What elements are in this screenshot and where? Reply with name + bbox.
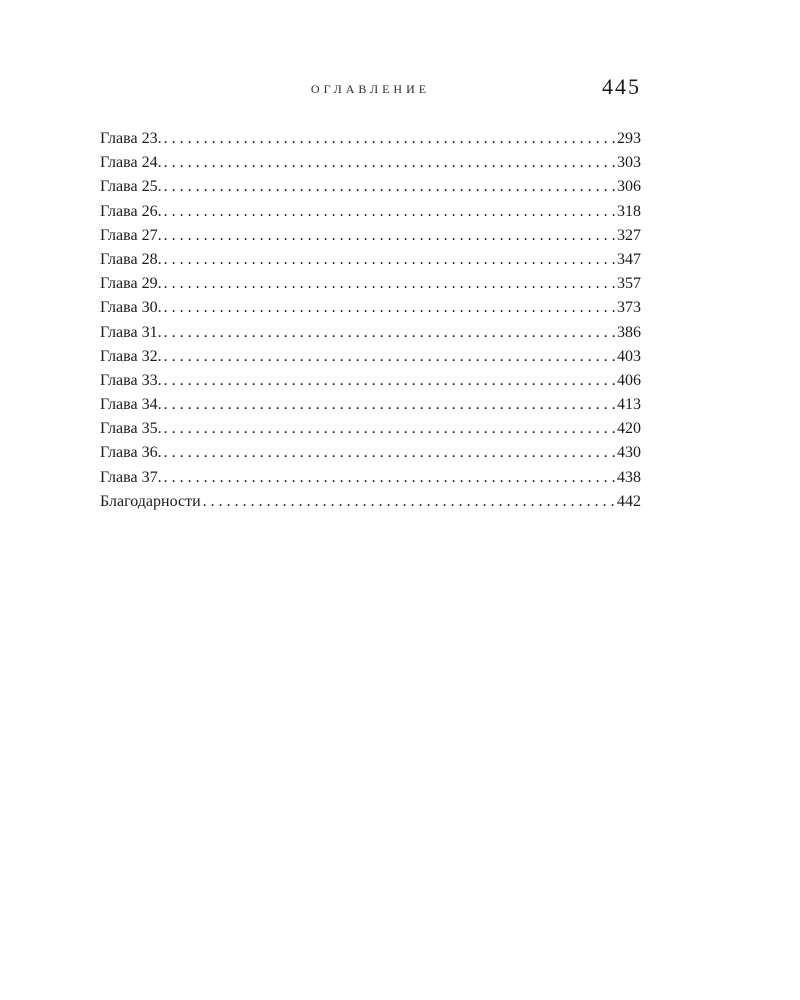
toc-entry-label: Глава 33. [100,371,162,389]
toc-entry [100,224,641,248]
table-of-contents [100,127,641,514]
toc-entry [100,417,641,441]
toc-entry-page: 293 [617,130,641,147]
toc-dot-leader [164,272,615,296]
toc-entry [100,369,641,393]
toc-entry-label: Глава 36. [100,444,162,462]
toc-entry-page: 357 [617,275,641,293]
toc-dot-leader [164,151,615,175]
toc-entry [100,127,641,151]
toc-entry [100,345,641,369]
toc-entry-page: 327 [617,226,641,244]
toc-dot-leader [164,441,615,465]
toc-entry-page: 406 [617,371,641,389]
toc-entry [100,321,641,345]
toc-dot-leader [164,200,615,224]
toc-entry-page: 373 [617,299,641,317]
toc-entry-page: 430 [617,444,641,462]
toc-entry-label: Глава 34. [100,396,162,414]
toc-dot-leader [164,369,615,393]
toc-entry [100,296,641,320]
toc-dot-leader [164,175,615,199]
toc-dot-leader [164,345,615,369]
toc-dot-leader [164,321,615,345]
toc-entry-page: 303 [617,154,641,172]
toc-entry [100,393,641,417]
running-head [100,74,641,104]
toc-entry-page: 442 [617,492,641,510]
toc-entry-page: 318 [617,202,641,220]
toc-entry-label: Глава 26. [100,202,162,220]
toc-entry-page: 386 [617,323,641,341]
toc-entry-label: Глава 32. [100,347,162,365]
toc-entry-label: Глава 37. [100,468,162,486]
toc-entry-label: Глава 25. [100,178,162,196]
toc-entry-label: Глава 24. [100,154,162,172]
toc-entry-label: Глава 27. [100,226,162,244]
section-title: ОГЛАВЛЕНИЕ [310,82,431,96]
toc-entry-label: Глава 29. [100,275,162,293]
toc-dot-leader [164,127,615,151]
toc-entry-label: Глава 30. [100,299,162,317]
toc-entry-label: Глава 35. [100,420,162,438]
toc-entry [100,466,641,490]
toc-entry [100,248,641,272]
toc-entry [100,151,641,175]
toc-entry-page: 413 [617,396,641,414]
toc-dot-leader [164,417,615,441]
toc-entry [100,200,641,224]
toc-entry-label: Глава 28. [100,250,162,268]
toc-entry-label: Глава 31. [100,323,162,341]
toc-dot-leader [203,490,615,514]
toc-dot-leader [164,248,615,272]
toc-entry-label: Благодарности [100,492,201,510]
page-number: 445 [602,74,641,99]
toc-dot-leader [164,224,615,248]
toc-entry [100,175,641,199]
toc-dot-leader [164,466,615,490]
toc-entry-page: 347 [617,250,641,268]
toc-entry-page: 420 [617,420,641,438]
toc-entry-page: 306 [617,178,641,196]
toc-entry-label: Глава 23. [100,130,162,147]
toc-dot-leader [164,296,615,320]
toc-dot-leader [164,393,615,417]
toc-entry-page: 438 [617,468,641,486]
toc-entry [100,490,641,514]
toc-entry [100,272,641,296]
toc-entry-page: 403 [617,347,641,365]
toc-entry [100,441,641,465]
